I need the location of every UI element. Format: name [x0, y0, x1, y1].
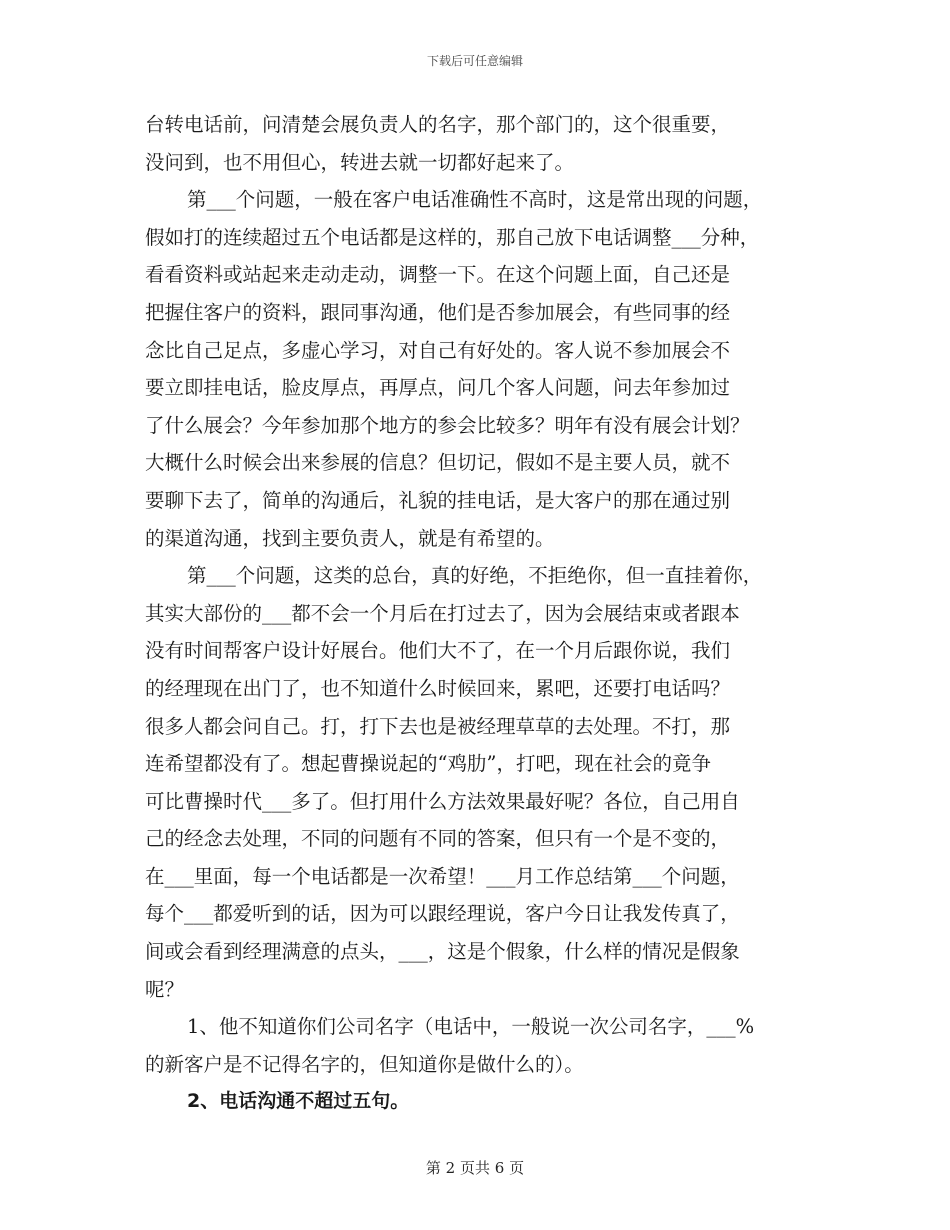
text-line: 要立即挂电话，脸皮厚点，再厚点，问几个客人问题，问去年参加过: [145, 376, 731, 400]
text-line: 可比曹操时代___多了。但打用什么方法效果最好呢？各位，自己用自: [145, 789, 740, 813]
text-line: 没有时间帮客户设计好展台。他们大不了，在一个月后跟你说，我们: [145, 639, 731, 663]
text-line: 台转电话前，问清楚会展负责人的名字，那个部门的，这个很重要，: [145, 113, 731, 136]
text-line: 在___里面，每一个电话都是一次希望！___月工作总结第___个问题，: [145, 864, 740, 888]
text-line: 了什么展会？今年参加那个地方的参会比较多？明年有没有展会计划？: [145, 413, 750, 437]
page-header: 下载后可任意编辑: [426, 54, 523, 68]
text-line: 呢？: [145, 977, 185, 1001]
paragraph-start-line: 第___个问题，一般在客户电话准确性不高时，这是常出现的问题，: [187, 188, 763, 212]
text-line: 其实大部份的___都不会一个月后在打过去了，因为会展结束或者跟本: [145, 601, 740, 625]
text-line: 没问到，也不用但心，转进去就一切都好起来了。: [145, 150, 575, 174]
text-line: 的新客户是不记得名字的，但知道你是做什么的）。: [145, 1052, 584, 1076]
text-line: 己的经念去处理，不同的问题有不同的答案，但只有一个是不变的，: [145, 827, 731, 851]
text-line: 念比自己足点，多虚心学习，对自己有好处的。客人说不参加展会不: [145, 338, 731, 362]
document-body: [145, 106, 825, 1121]
page-footer: 第 2 页共 6 页: [425, 1159, 525, 1177]
list-item-line: 1、他不知道你们公司名字（电话中，一般说一次公司名字，___%: [187, 1015, 755, 1039]
text-line: 连希望都没有了。想起曹操说起的“鸡肋”，打吧，现在社会的竟争: [145, 752, 711, 776]
text-line: 间或会看到经理满意的点头，___，这是个假象，什么样的情况是假象: [145, 940, 740, 964]
text-line: 很多人都会问自己。打，打下去也是被经理草草的去处理。不打，那: [145, 714, 731, 738]
paragraph-start-line: 第___个问题，这类的总台，真的好绝，不拒绝你，但一直挂着你，: [187, 564, 763, 588]
text-line: 假如打的连续超过五个电话都是这样的，那自己放下电话调整___分种，: [145, 225, 760, 249]
text-line: 看看资料或站起来走动走动，调整一下。在这个问题上面，自己还是: [145, 263, 731, 287]
text-line: 大概什么时候会出来参展的信息？但切记，假如不是主要人员，就不: [145, 451, 731, 475]
text-line: 的经理现在出门了，也不知道什么时候回来，累吧，还要打电话吗？: [145, 676, 731, 700]
text-line: 把握住客户的资料，跟同事沟通，他们是否参加展会，有些同事的经: [145, 300, 731, 324]
text-line: 每个___都爱听到的话，因为可以跟经理说，客户今日让我发传真了，: [145, 902, 740, 926]
text-line: 要聊下去了，简单的沟通后，礼貌的挂电话，是大客户的那在通过别: [145, 488, 731, 512]
text-line: 的渠道沟通，找到主要负责人，就是有希望的。: [145, 526, 555, 550]
bold-heading-line: 2、电话沟通不超过五句。: [187, 1090, 410, 1113]
